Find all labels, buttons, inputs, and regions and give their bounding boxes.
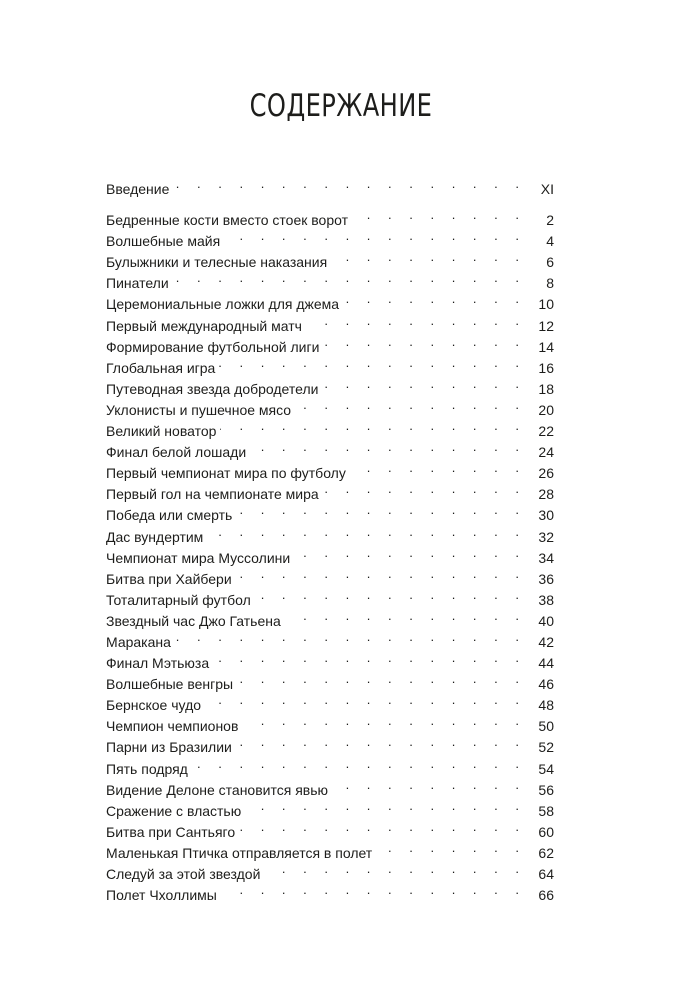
toc-entry-title: Уклонисты и пушечное мясо [106,400,295,421]
dot-leader [250,436,526,457]
toc-entry-title: Битва при Хайбери [106,569,236,590]
dot-leader [213,647,526,668]
toc-entry-page: 58 [526,801,554,822]
toc-entry-title: Пинатели [106,273,173,294]
dot-leader [376,837,526,858]
toc-entry-title: Первый чемпионат мира по футболу [106,463,350,484]
toc-entry-title: Битва при Сантьяго [106,822,239,843]
toc-entry-title: Финал белой лошади [106,442,250,463]
table-of-contents [106,173,554,904]
dot-leader [242,710,526,731]
toc-entry-title: Введение [106,179,173,200]
dot-leader [207,521,526,542]
toc-entry-page: 26 [526,463,554,484]
toc-entry-page: 40 [526,611,554,632]
dot-leader [219,352,526,373]
dot-leader [220,415,526,436]
dot-leader [173,267,526,288]
toc-entry-page: 66 [526,885,554,906]
toc-entry-page: 54 [526,759,554,780]
toc-entry-page: 52 [526,737,554,758]
toc-entry-page: 28 [526,484,554,505]
page-title: СОДЕРЖАНИЕ [249,88,433,124]
dot-leader [323,478,526,499]
toc-entry-title: Следуй за этой звездой [106,864,264,885]
toc-entry-page: 44 [526,653,554,674]
toc-entry-page: 36 [526,569,554,590]
toc-entry-page: 24 [526,442,554,463]
toc-entry-page: 18 [526,379,554,400]
dot-leader [294,542,526,563]
toc-entry-title: Чемпионат мира Муссолини [106,548,294,569]
toc-entry-title: Видение Делоне становится явью [106,780,332,801]
toc-entry-page: 60 [526,822,554,843]
dot-leader [192,753,526,774]
dot-leader [295,394,526,415]
dot-leader [255,584,526,605]
toc-entry [106,267,554,292]
toc-entry-title: Дас вундертим [106,527,207,548]
toc-entry-title: Маракана [106,632,175,653]
dot-leader [332,774,526,795]
toc-entry-title: Тоталитарный футбол [106,590,255,611]
toc-entry-page: 14 [526,337,554,358]
toc-entry-title: Бернское чудо [106,695,205,716]
toc-entry-title: Глобальная игра [106,358,219,379]
toc-entry [106,173,554,197]
toc-entry-title: Волшебные майя [106,231,224,252]
dot-leader [306,310,526,331]
toc-entry-page: 12 [526,316,554,337]
toc-entry-title: Великий новатор [106,421,220,442]
toc-entry-page: 34 [526,548,554,569]
toc-entry-page: 20 [526,400,554,421]
toc-entry-title: Булыжники и телесные наказания [106,252,331,273]
toc-entry-page: 6 [526,252,554,273]
toc-entry-title: Парни из Бразилии [106,737,236,758]
toc-entry-page: 42 [526,632,554,653]
dot-leader [224,225,526,246]
toc-entry-title: Звездный час Джо Гатьена [106,611,285,632]
toc-entry-title: Путеводная звезда добродетели [106,379,322,400]
toc-entry-title: Чемпион чемпионов [106,716,242,737]
dot-leader [236,731,526,752]
toc-entry-page: 46 [526,674,554,695]
toc-entry-page: 2 [526,210,554,231]
toc-entry-title: Сражение с властью [106,801,245,822]
toc-entry-page: 56 [526,780,554,801]
toc-entry-title: Маленькая Птичка отправляется в полет [106,843,376,864]
dot-leader [205,689,526,710]
dot-leader [331,246,526,267]
toc-entry-title: Церемониальные ложки для джема [106,294,343,315]
toc-entry-page: 64 [526,864,554,885]
toc-entry-page: 10 [526,294,554,315]
dot-leader [221,879,526,900]
toc-entry [106,204,554,229]
dot-leader [175,626,526,647]
toc-entry-page: 22 [526,421,554,442]
toc-entry-page: 50 [526,716,554,737]
dot-leader [236,563,526,584]
toc-entry-title: Финал Мэтьюза [106,653,213,674]
dot-leader [245,795,526,816]
toc-entry-page: 48 [526,695,554,716]
toc-entry-page: 30 [526,505,554,526]
dot-leader [352,204,526,225]
toc-entry-page: 8 [526,273,554,294]
toc-entry-title: Бедренные кости вместо стоек ворот [106,210,352,231]
dot-leader [322,373,526,394]
dot-leader [343,288,526,309]
toc-entry-page: 38 [526,590,554,611]
dot-leader [173,173,526,194]
dot-leader [350,457,526,478]
dot-leader [264,858,526,879]
toc-entry-title: Полет Чхоллимы [106,885,221,906]
dot-leader [237,668,526,689]
toc-entry-page: 16 [526,358,554,379]
dot-leader [239,816,526,837]
toc-entry-page: 62 [526,843,554,864]
toc-entry [106,288,554,313]
dot-leader [285,605,526,626]
toc-entry-page: 4 [526,231,554,252]
dot-leader [236,499,526,520]
toc-entry-title: Первый международный матч [106,316,306,337]
toc-entry-title: Первый гол на чемпионате мира [106,484,323,505]
toc-entry-title: Пять подряд [106,759,192,780]
toc-entry-page: XI [526,179,554,200]
toc-entry-title: Волшебные венгры [106,674,237,695]
dot-leader [323,331,526,352]
toc-entry-title: Победа или смерть [106,505,236,526]
toc-entry-page: 32 [526,527,554,548]
toc-entry-title: Формирование футбольной лиги [106,337,323,358]
